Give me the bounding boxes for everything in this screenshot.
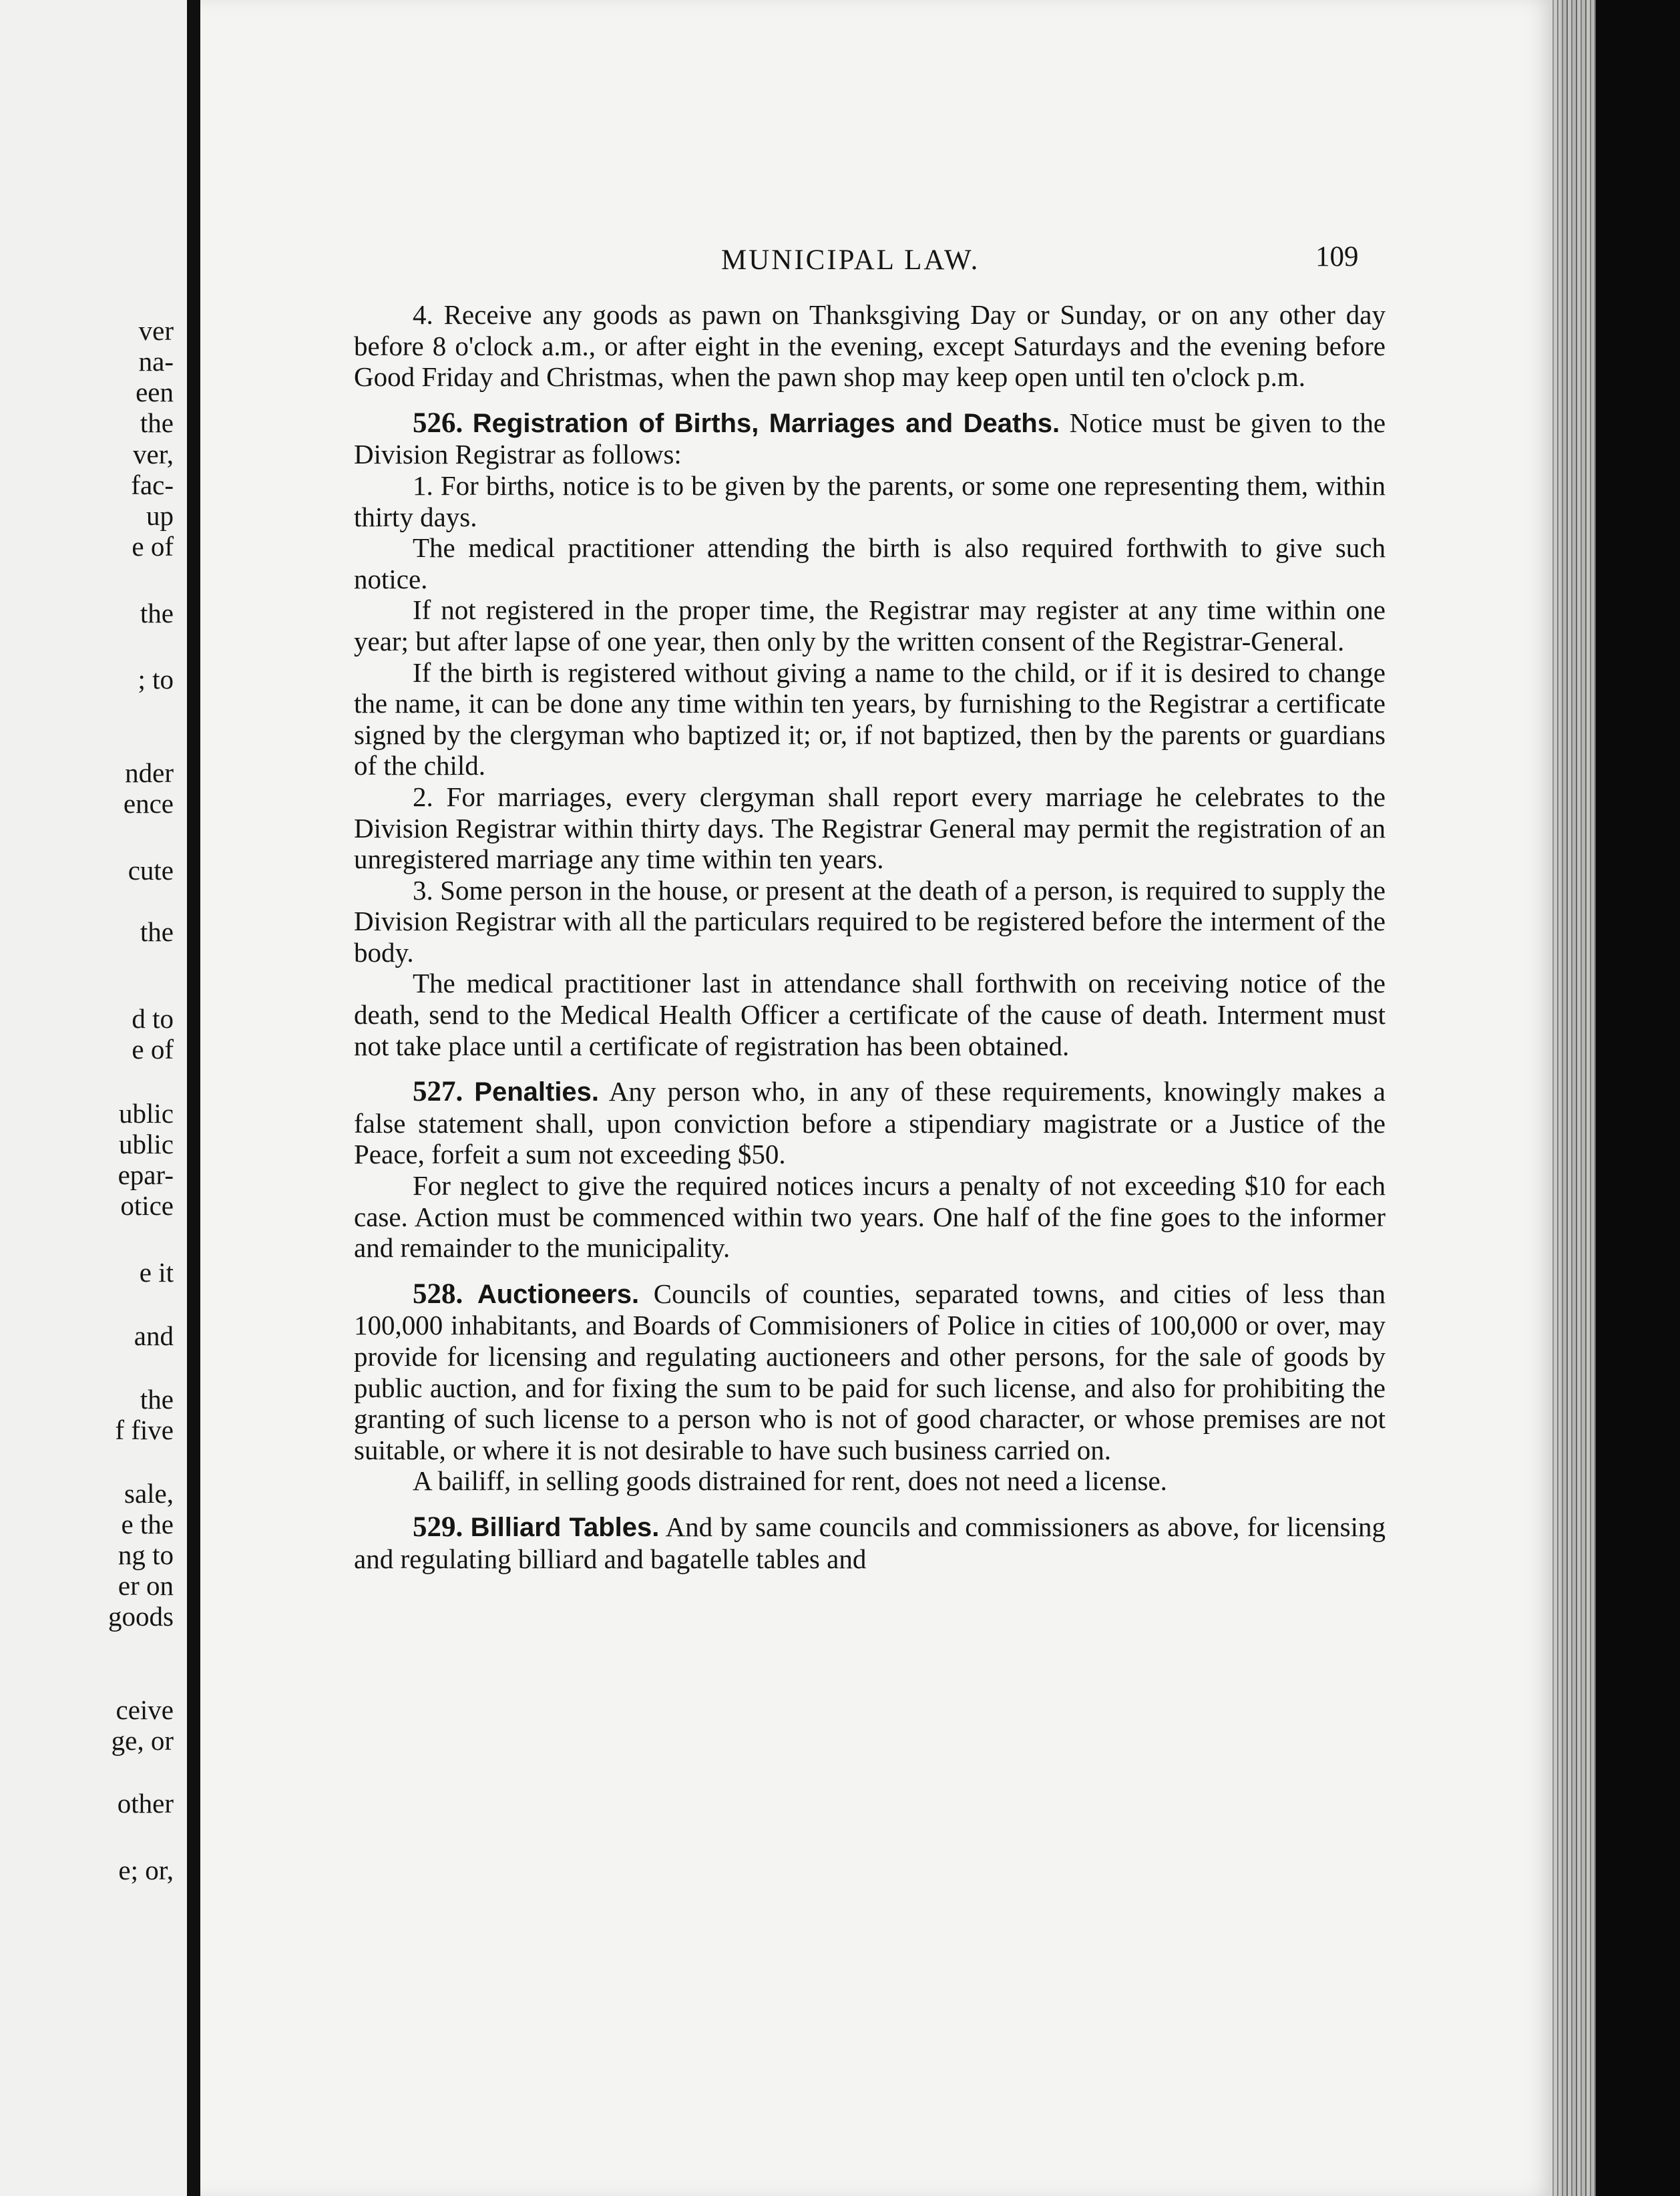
left-page-text-fragment: cute <box>128 855 174 886</box>
running-header: MUNICIPAL LAW. <box>721 244 980 276</box>
section-number: 528. <box>413 1278 463 1310</box>
paragraph: The medical practitioner last in attendance shall forthwith on receiving notice of the death, send to the Medical Health Officer a certificate of the cause of death. Interment must not take place until a certificate of registration has been obtained. <box>354 968 1386 1061</box>
left-page-text-fragment: sale, <box>124 1478 174 1509</box>
section-title: Billiard Tables. <box>470 1512 660 1542</box>
section-title: Penalties. <box>474 1077 600 1107</box>
left-page-text-fragment: goods <box>108 1601 174 1632</box>
left-page-text-fragment: the <box>140 407 174 438</box>
paragraph: 3. Some person in the house, or present at the death of a person, is required to supply the Division Registrar with all the particulars required to be registered before the interment of the body. <box>354 874 1386 968</box>
left-page-text-fragment: ence <box>123 788 174 819</box>
section-528-heading-paragraph <box>354 1278 1386 1466</box>
section-527-heading-paragraph <box>354 1076 1386 1170</box>
section-intro: Notice must be given to the Division Registrar as follows: <box>354 407 1386 470</box>
left-page-text-fragment: fac- <box>131 470 174 500</box>
left-page-text-fragment: e the <box>121 1509 174 1539</box>
left-page-text-fragment: d to <box>132 1003 174 1034</box>
section-title: Auctioneers. <box>477 1279 640 1309</box>
left-page-text-fragment: other <box>117 1788 174 1819</box>
left-page-text-fragment: na- <box>138 346 174 377</box>
left-page-text-fragment: ng to <box>118 1539 174 1570</box>
left-page-text-fragment: the <box>140 598 174 628</box>
paragraph: The medical practitioner attending the birth is also required forthwith to give such notice. <box>354 532 1386 594</box>
left-page-text-fragment: f five <box>115 1415 174 1445</box>
paragraph-item-4: 4. Receive any goods as pawn on Thanksgiving Day or Sunday, or on any other day before 8 o'clock a.m., or after eight in the evening, except Saturdays and the evening before Good Friday and Christmas, when the pawn shop may keep open until ten o'clock p.m. <box>354 299 1386 393</box>
left-page-text-fragment: and <box>134 1320 174 1351</box>
left-page-text-fragment: up <box>146 500 174 531</box>
paragraph: A bailiff, in selling goods distrained for rent, does not need a license. <box>413 1465 1167 1497</box>
section-text: And by same councils and commissioners as above, for licensing and regulating billiard and bagatelle tables and <box>354 1511 1386 1574</box>
left-page-text-fragment: otice <box>120 1190 174 1221</box>
section-number: 527. <box>413 1076 463 1108</box>
section-number: 526. <box>413 407 463 439</box>
left-page-text-fragment: ublic <box>119 1129 174 1159</box>
left-page-text-fragment: een <box>136 377 174 407</box>
left-page-text-fragment: the <box>140 1384 174 1415</box>
left-page-text-fragment: e; or, <box>118 1855 174 1885</box>
section-526-heading-paragraph <box>354 407 1386 470</box>
left-page-text-fragment: e it <box>139 1257 174 1288</box>
left-page-text-fragment: the <box>140 916 174 947</box>
previous-page-fragment <box>0 0 187 2196</box>
section-title: Registration of Births, Marriages and Deaths. <box>472 408 1060 438</box>
section-text: Any person who, in any of these requirements, knowingly makes a false statement shall, upon conviction before a stipendiary magistrate or a Justice of the Peace, forfeit a sum not exceeding $50. <box>354 1076 1386 1170</box>
page-text <box>354 299 1386 1574</box>
paragraph: 2. For marriages, every clergyman shall report every marriage he celebrates to the Division Registrar within thirty days. The Registrar General may permit the registration of an unregistered marriage any time within ten years. <box>354 781 1386 875</box>
paragraph: If the birth is registered without giving a name to the child, or if it is desired to change the name, it can be done any time within ten years, by furnishing to the Registrar a certificate signed by the clergyman who baptized it; or, if not baptized, then by the parents or guardians of the child. <box>354 657 1386 781</box>
left-page-text-fragment: ge, or <box>111 1725 174 1756</box>
left-page-text-fragment: ublic <box>119 1098 174 1129</box>
page-edge-stack <box>1549 0 1596 2196</box>
left-page-text-fragment: ver, <box>133 439 174 470</box>
left-page-text-fragment: e of <box>132 1034 174 1065</box>
page-number: 109 <box>1315 241 1359 272</box>
left-page-text-fragment: nder <box>125 757 174 788</box>
left-page-text-fragment: epar- <box>118 1159 174 1190</box>
left-page-text-fragment: e of <box>132 531 174 562</box>
paragraph: If not registered in the proper time, the Registrar may register at any time within one year; but after lapse of one year, then only by the written consent of the Registrar-General. <box>354 594 1386 657</box>
section-number: 529. <box>413 1511 463 1543</box>
paragraph: 1. For births, notice is to be given by the parents, or some one representing them, within thirty days. <box>354 470 1386 532</box>
left-page-text-fragment: er on <box>118 1570 174 1601</box>
paragraph: For neglect to give the required notices incurs a penalty of not exceeding $10 for each case. Action must be commenced within two years. One half of the fine goes to the informer and remainder to the municipality. <box>354 1170 1386 1264</box>
left-page-text-fragment: ceive <box>116 1694 174 1725</box>
section-529-heading-paragraph <box>354 1511 1386 1574</box>
left-page-text-fragment: ; to <box>138 664 174 695</box>
section-text: Councils of counties, separated towns, and cities of less than 100,000 inhabitants, and Boards of Commisioners of Police in cities of 100,000 or over, may provide for licensing and regulating auctioneers and other persons, for the sale of goods by public auction, and for fixing the sum to be paid for such license, and also for prohibiting the granting of such license to a person who is not of good character, or whose premises are not suitable, or where it is not desirable to have such business carried on. <box>354 1278 1386 1465</box>
left-page-text-fragment: ver <box>138 315 174 346</box>
